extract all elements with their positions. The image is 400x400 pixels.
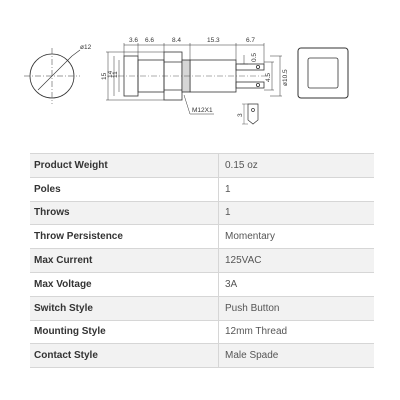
spec-value: 0.15 oz [219, 154, 375, 178]
terminal-detail [242, 104, 258, 124]
dim-6-7: 6.7 [246, 37, 256, 44]
thread-label: M12X1 [192, 107, 213, 114]
spec-row [30, 177, 374, 201]
dim-14: 14 [107, 70, 114, 78]
dim-11: 11 [112, 71, 119, 78]
dim-10-5: ø10.5 [282, 69, 289, 86]
spec-value: Momentary [219, 225, 375, 249]
spec-table [30, 153, 374, 368]
spec-row [30, 272, 374, 296]
spec-row [30, 201, 374, 225]
spec-value: 1 [219, 177, 375, 201]
front-diameter-label: ø12 [80, 44, 92, 51]
spec-value: Male Spade [219, 344, 375, 368]
dim-8-4: 8.4 [172, 37, 182, 44]
dim-3: 3 [237, 113, 244, 117]
spec-key: Poles [30, 177, 219, 201]
spec-row [30, 154, 374, 178]
spec-value: Push Button [219, 296, 375, 320]
spec-key: Mounting Style [30, 320, 219, 344]
dim-0-5: 0.5 [251, 52, 258, 62]
spec-table-body [30, 154, 374, 368]
dim-3-6: 3.6 [129, 37, 139, 44]
dim-15-3: 15.3 [207, 37, 220, 44]
spec-key: Max Voltage [30, 272, 219, 296]
side-view [118, 52, 270, 100]
spec-key: Product Weight [30, 154, 219, 178]
spec-key: Throws [30, 201, 219, 225]
dim-4-5: 4.5 [265, 72, 272, 82]
spec-value: 3A [219, 272, 375, 296]
spec-value: 12mm Thread [219, 320, 375, 344]
spec-row [30, 320, 374, 344]
spec-key: Max Current [30, 249, 219, 273]
dim-15: 15 [101, 72, 108, 80]
spec-key: Throw Persistence [30, 225, 219, 249]
front-view-circle [24, 48, 80, 104]
top-dimensions [124, 43, 264, 64]
square-button-view [298, 48, 348, 98]
spec-row [30, 296, 374, 320]
dim-6-6: 6.6 [145, 37, 155, 44]
dimension-drawing [0, 0, 400, 140]
spec-row [30, 225, 374, 249]
spec-key: Switch Style [30, 296, 219, 320]
spec-row [30, 344, 374, 368]
spec-value: 1 [219, 201, 375, 225]
spec-key: Contact Style [30, 344, 219, 368]
spec-value: 125VAC [219, 249, 375, 273]
spec-row [30, 249, 374, 273]
